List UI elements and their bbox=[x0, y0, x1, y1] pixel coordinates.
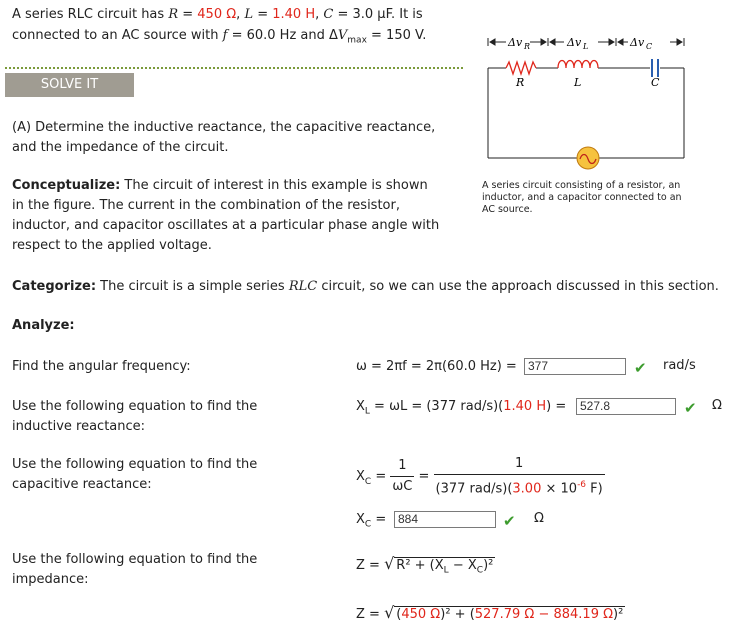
r-label: R bbox=[516, 76, 525, 89]
rlc-circuit-figure bbox=[478, 28, 698, 178]
inductor-symbol bbox=[558, 61, 598, 69]
figure-caption: A series circuit consisting of a resistor, an inductor, and a capacitor connected to an AC source. bbox=[482, 180, 682, 215]
omega-unit: rad/s bbox=[663, 358, 696, 373]
xl-unit: Ω bbox=[712, 398, 722, 413]
problem-statement: A series RLC circuit has R = 450 Ω, L = 1.40 H, C = 3.0 μF. It is connected to an AC source with f = 60.0 Hz and $\Delta V_{max} = 150$ V. bbox=[12, 7, 427, 46]
categorize-heading: Categorize: bbox=[12, 279, 97, 294]
z-substitution: Z = √ (450 Ω)² + (527.79 Ω − 884.19 Ω)² bbox=[356, 603, 624, 622]
z-step-label: Use the following equation to find the impedance: bbox=[12, 552, 258, 587]
xc-correct-icon: ✔ bbox=[503, 512, 516, 530]
omega-answer-input[interactable] bbox=[524, 358, 626, 375]
xc-step-label: Use the following equation to find the capacitive reactance: bbox=[12, 457, 258, 492]
l-label: L bbox=[574, 76, 582, 89]
xl-answer-input[interactable] bbox=[576, 398, 676, 415]
dv-r-sub: R bbox=[524, 42, 531, 51]
dv-l-label: Δv bbox=[567, 36, 582, 49]
dv-r-label: Δv bbox=[508, 36, 523, 49]
ac-source-icon bbox=[577, 147, 599, 169]
dv-c-sub: C bbox=[646, 42, 653, 51]
part-a-question: (A) Determine the inductive reactance, the capacitive reactance, and the impedance of the circuit. bbox=[12, 120, 436, 155]
c-label: C bbox=[651, 76, 660, 89]
analyze-heading: Analyze: bbox=[12, 318, 75, 333]
dv-l-sub: L bbox=[583, 42, 589, 51]
solve-it-header: SOLVE IT bbox=[5, 73, 134, 97]
z-formula: Z = √ $R^2 + (X_L - X_C)^2$ bbox=[356, 554, 494, 576]
xc-unit: Ω bbox=[534, 511, 544, 526]
resistor-symbol bbox=[506, 62, 536, 74]
omega-correct-icon: ✔ bbox=[634, 359, 647, 377]
xc-answer-input[interactable] bbox=[394, 511, 496, 528]
xl-equation: $X_L = \omega L = (377$ rad/s)(1.40 H) = bbox=[356, 399, 567, 417]
xc-equation: $X_C$ = $\frac{1}{\omega C}$ = $\frac{1}{(377 rad/s)(3.00 \times 10^{-6} F)}$ bbox=[356, 456, 603, 497]
xl-step-label: Use the following equation to find the inductive reactance: bbox=[12, 399, 258, 434]
capacitor-symbol bbox=[652, 59, 658, 77]
xc-answer-row: $X_C$ = bbox=[356, 512, 387, 530]
conceptualize-heading: Conceptualize: bbox=[12, 178, 121, 193]
conceptualize-section: Conceptualize: The circuit of interest in this example is shown in the figure. The current in the combination of the resistor, inductor, and capacitor oscillates at a particular phase angle with respect to the applied voltage. bbox=[12, 178, 440, 253]
dv-c-label: Δv bbox=[630, 36, 645, 49]
categorize-section: Categorize: The circuit is a simple series RLC circuit, so we can use the approach discussed in this section. bbox=[12, 279, 719, 294]
section-divider bbox=[5, 67, 463, 69]
omega-step-label: Find the angular frequency: bbox=[12, 359, 191, 374]
omega-equation: ω = 2πf = 2π(60.0 Hz) = bbox=[356, 359, 517, 374]
xl-correct-icon: ✔ bbox=[684, 399, 697, 417]
